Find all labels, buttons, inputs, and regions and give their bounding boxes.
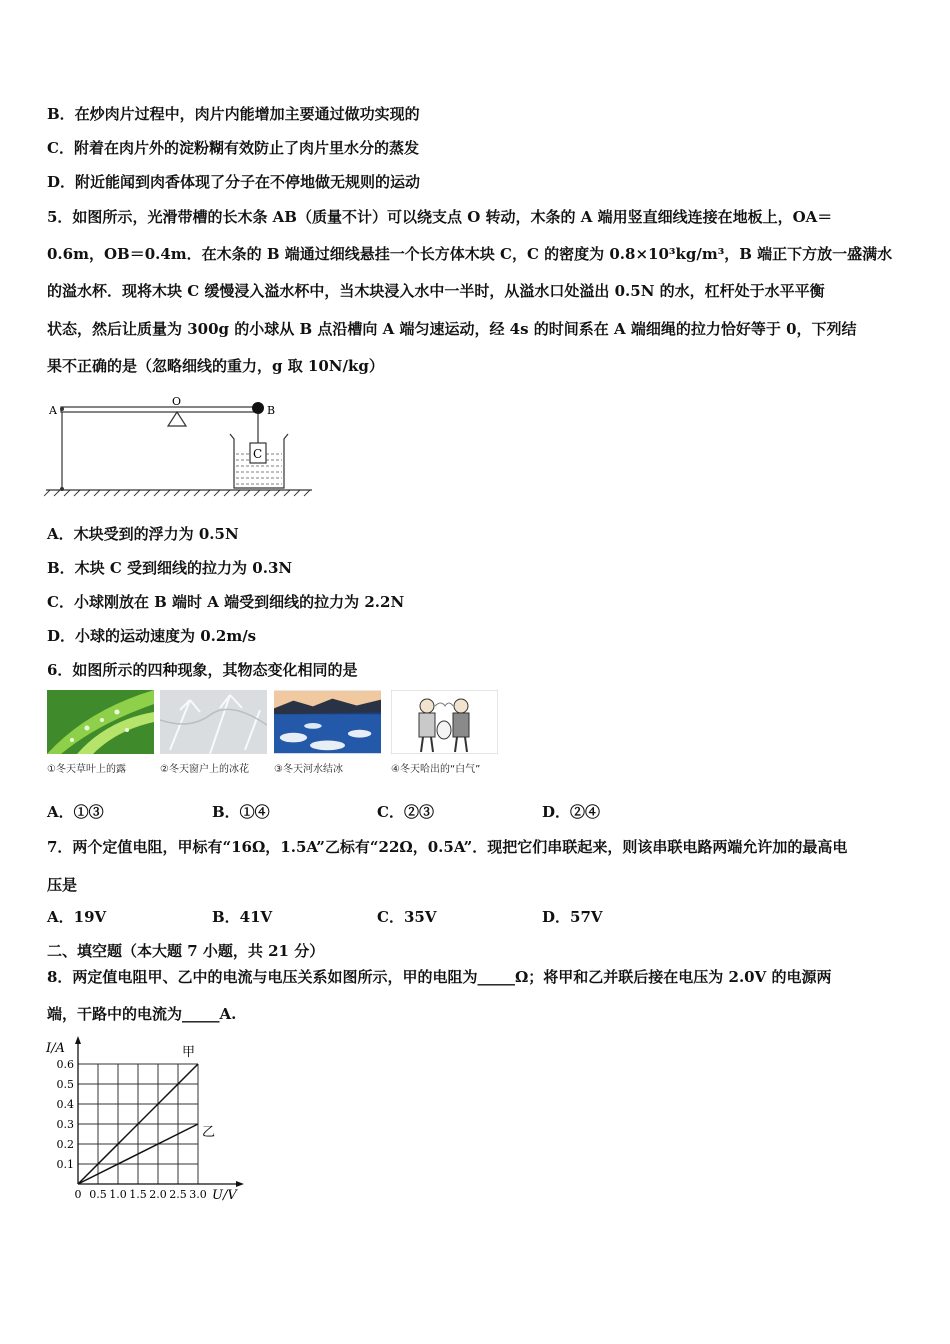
q5-stem-line-1: 5．如图所示，光滑带槽的长木条 AB（质量不计）可以绕支点 O 转动，木条的 A 端用竖直细线连接在地板上，OA＝ [47,208,833,226]
q5-stem-line-3: 的溢水杯．现将木块 C 缓慢浸入溢水杯中，当木块浸入水中一半时，从溢水口处溢出 0.5N 的水，杠杆处于水平平衡 [47,282,825,300]
q6-option-b: B．①④ [212,803,270,821]
x-tick-label: 0.5 [89,1188,107,1201]
label-o: O [172,395,182,408]
fulcrum [168,412,186,426]
q7-options [47,906,847,926]
x-tick-label: 2.5 [169,1188,187,1201]
lever-diagram [44,392,319,500]
q4-option-d: D．附近能闻到肉香体现了分子在不停地做无规则的运动 [47,173,421,191]
photo-breath [391,690,498,773]
q5-stem-line-4: 状态，然后让质量为 300g 的小球从 B 点沿槽向 A 端匀速运动，经 4s 的时间系在 A 端细绳的拉力恰好等于 0，下列结 [47,320,857,338]
q8-stem-line-2: 端，干路中的电流为_____A. [47,1005,237,1023]
q5-option-b: B．木块 C 受到细线的拉力为 0.3N [47,559,293,577]
q7-stem-line-1: 7．两个定值电阻，甲标有“16Ω，1.5A”乙标有“22Ω，0.5A”．现把它们串联起来，则该串联电路两端允许加的最高电 [47,838,848,856]
y-tick-label: 0.5 [56,1078,74,1091]
q5-option-a: A．木块受到的浮力为 0.5N [47,525,239,543]
y-tick-label: 0.2 [56,1138,74,1151]
section-heading: 二、填空题（本大题 7 小题，共 21 分） [47,942,325,960]
q6-stem: 6．如图所示的四种现象，其物态变化相同的是 [47,661,358,679]
q6-option-a: A．①③ [47,803,104,821]
photo-frost [160,690,267,773]
q5-option-d: D．小球的运动速度为 0.2m/s [47,627,257,645]
photo-dew [47,690,154,773]
q7-stem-line-2: 压是 [47,876,78,894]
q4-option-c: C．附着在肉片外的淀粉糊有效防止了肉片里水分的蒸发 [47,139,419,157]
series-label-2: 乙 [202,1125,216,1140]
breath-image [391,690,498,754]
label-b: B [267,404,276,417]
label-c: C [253,447,263,461]
q7-option-b: B．41V [212,908,273,926]
y-axis-label: I/A [46,1041,65,1056]
y-tick-label: 0.3 [56,1118,74,1131]
y-axis-arrow [75,1036,81,1044]
caption-3: ③冬天河水结冰 [274,764,343,775]
caption-1: ①冬天草叶上的露 [47,764,126,775]
q7-option-c: C．35V [377,908,437,926]
frost-image [160,690,267,754]
x-axis-label: U/V [212,1188,237,1203]
x-tick-label: 3.0 [189,1188,207,1201]
caption-2: ②冬天窗户上的冰花 [160,764,249,775]
q5-stem-line-5: 果不正确的是（忽略细线的重力，g 取 10N/kg） [47,357,384,375]
x-tick-label: 0 [74,1188,82,1201]
dew-image [47,690,154,754]
river-image [274,690,381,754]
caption-4: ④冬天哈出的“白气” [391,764,481,775]
series-label-1: 甲 [182,1045,196,1060]
q6-option-c: C．②③ [377,803,434,821]
q6-option-d: D．②④ [542,803,601,821]
q5-stem-line-2: 0.6m，OB＝0.4m．在木条的 B 端通过细线悬挂一个长方体木块 C，C 的密度为 0.8×10³kg/m³，B 端正下方放一盛满水 [47,245,893,263]
q7-option-d: D．57V [542,908,603,926]
ground [44,490,312,496]
photo-river [274,690,381,773]
q5-option-c: C．小球刚放在 B 端时 A 端受到细线的拉力为 2.2N [47,593,405,611]
lever-bar [61,407,259,412]
y-tick-label: 0.4 [56,1098,74,1111]
q6-options [47,801,847,821]
y-tick-label: 0.1 [56,1158,74,1171]
x-tick-label: 1.0 [109,1188,127,1201]
y-tick-label: 0.6 [56,1058,74,1071]
x-tick-label: 1.5 [129,1188,147,1201]
q8-stem-line-1: 8．两定值电阻甲、乙中的电流与电压关系如图所示，甲的电阻为_____Ω；将甲和乙并联后接在电压为 2.0V 的电源两 [47,968,832,986]
label-a: A [49,404,57,417]
q4-option-b: B．在炒肉片过程中，肉片内能增加主要通过做功实现的 [47,105,420,123]
x-tick-label: 2.0 [149,1188,167,1201]
iu-chart [44,1036,254,1208]
ball [252,402,264,414]
q7-option-a: A．19V [47,908,107,926]
x-axis-arrow [236,1181,244,1187]
